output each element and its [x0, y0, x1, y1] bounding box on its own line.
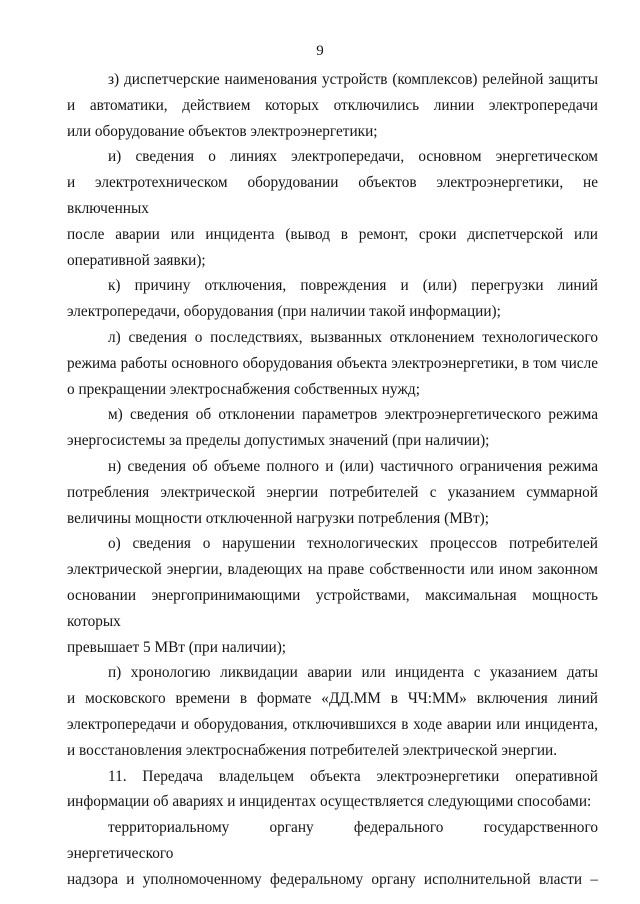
paragraph-m — [67, 402, 598, 454]
paragraph-n — [67, 454, 598, 531]
page-number: 9 — [316, 43, 324, 59]
text-line: п) хронологию ликвидации аварии или инцидента с указанием даты — [108, 664, 598, 682]
text-line: основании энергопринимающими устройствами, максимальная мощность которых — [67, 586, 598, 630]
text-line: н) сведения об объеме полного и (или) частичного ограничения режима — [108, 457, 598, 475]
text-line: после аварии или инцидента (вывод в ремонт, сроки диспетчерской или — [67, 225, 598, 243]
text-line: з) диспетчерские наименования устройств (комплексов) релейной защиты — [108, 71, 598, 88]
text-line: энергосистемы за пределы допустимых значений (при наличии); — [67, 432, 490, 450]
text-line: оперативной заявки); — [67, 251, 206, 269]
paragraph-l — [67, 325, 598, 402]
text-line: о) сведения о нарушении технологических процессов потребителей — [108, 535, 598, 553]
text-line: к) причину отключения, повреждения и (или) перегрузки линий — [108, 277, 598, 295]
text-line: величины мощности отключенной нагрузки потребления (МВт); — [67, 509, 490, 527]
text-line: потребления электрической энергии потребителей с указанием суммарной — [67, 483, 598, 501]
text-line: превышает 5 МВт (при наличии); — [67, 638, 287, 656]
text-line: электропередачи и оборудования, отключившихся в ходе аварии или инцидента, — [67, 715, 598, 733]
text-line: территориальному органу федерального государственного энергетического — [67, 819, 598, 862]
text-line: о прекращении электроснабжения собственных нужд; — [67, 380, 420, 398]
text-line: электрической энергии, владеющих на праве собственности или ином законном — [67, 561, 598, 579]
paragraph-territorial-organ — [67, 815, 598, 892]
text-line: л) сведения о последствиях, вызванных отклонением технологического — [108, 328, 598, 346]
text-line: режима работы основного оборудования объекта электроэнергетики, в том числе — [67, 354, 598, 372]
paragraph-i — [67, 144, 598, 273]
text-line: 11. Передача владельцем объекта электроэнергетики оперативной — [108, 767, 598, 785]
paragraph-11 — [67, 764, 598, 816]
paragraph-k — [67, 273, 598, 325]
text-line: и восстановления электроснабжения потребителей электрической энергии. — [67, 741, 558, 759]
text-line: информации об авариях и инцидентах осуществляется следующими способами: — [67, 793, 592, 811]
document-body — [67, 67, 598, 893]
text-line: и электротехническом оборудовании объектов электроэнергетики, не включенных — [67, 174, 598, 217]
text-line: надзора и уполномоченному федеральному органу исполнительной власти – — [67, 870, 598, 888]
text-line: электропередачи, оборудования (при наличии такой информации); — [67, 303, 501, 321]
paragraph-o — [67, 531, 598, 660]
text-line: и автоматики, действием которых отключились линии электропередачи — [67, 96, 598, 114]
text-line: и) сведения о линиях электропередачи, основном энергетическом — [108, 148, 598, 166]
text-line: м) сведения об отклонении параметров электроэнергетического режима — [108, 406, 598, 424]
text-line: и московского времени в формате «ДД.ММ в ЧЧ:ММ» включения линий — [67, 690, 598, 708]
paragraph-p — [67, 660, 598, 763]
paragraph-z — [67, 67, 598, 144]
text-line: или оборудование объектов электроэнергетики; — [67, 122, 378, 140]
